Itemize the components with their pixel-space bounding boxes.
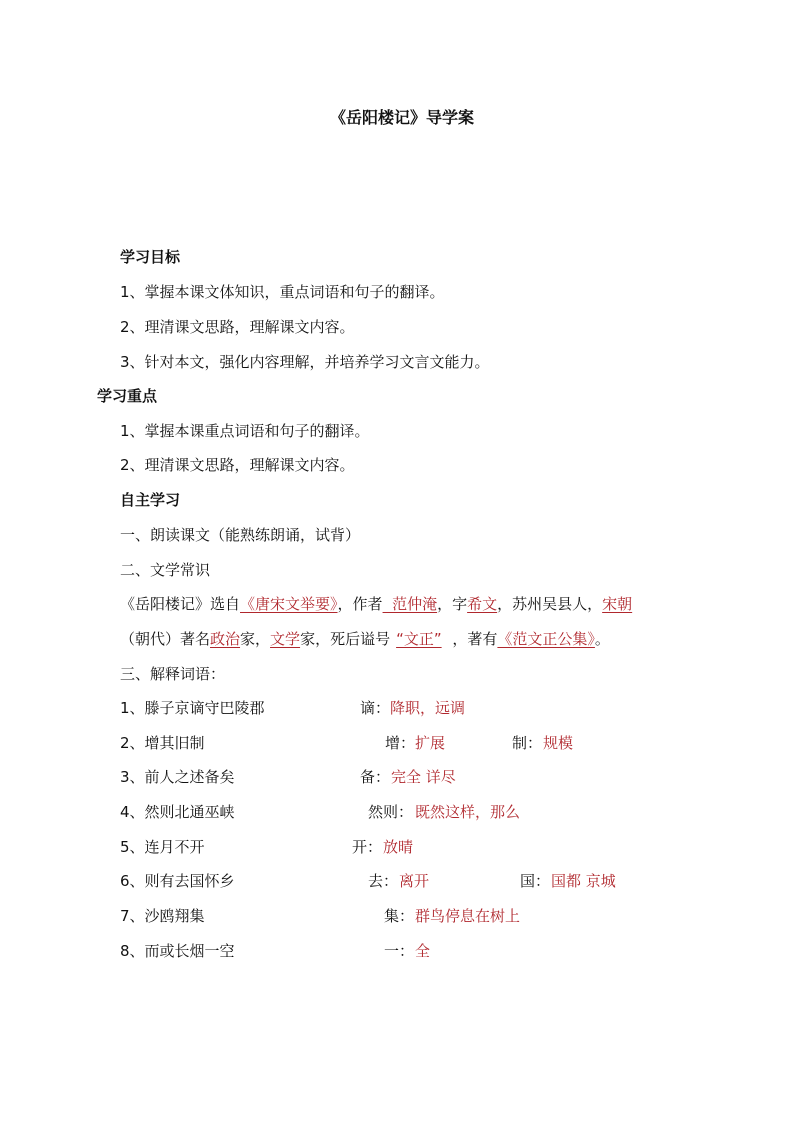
vocab-answer: 扩展 [415,734,446,752]
vocab-answer: 离开 [399,872,430,890]
lit-text: 《岳阳楼记》选自 [120,595,241,613]
vocab-sentence: 4、然则北通巫峡 [120,803,235,821]
vocab-answer: 全 [415,942,431,960]
vocab-sentence: 5、连月不开 [120,838,205,856]
vocab-answer: 规模 [543,734,574,752]
vocab-term: 谪： [360,699,391,717]
vocab-term: 增： [385,734,416,752]
goal-item-2: 2、理清课文思路，理解课文内容。 [120,318,355,336]
lit-text: ，作者 [337,595,383,613]
section-1-heading: 一、朗读课文（能熟练朗诵，试背） [120,526,361,544]
vocab-answer: 放晴 [383,838,414,856]
page-title: 《岳阳楼记》导学案 [330,108,475,127]
lit-text: ，字 [437,595,468,613]
lit-text: 家，死后谥号 [300,630,391,648]
lit-answer-dynasty: 宋朝 [602,595,633,613]
lit-text: ，苏州吴县人， [497,595,603,613]
section-3-heading: 三、解释词语： [120,665,226,683]
vocab-answer: 完全 详尽 [391,768,456,786]
lit-answer-author: 范仲淹 [382,595,438,613]
focus-item-1: 1、掌握本课重点词语和句子的翻译。 [120,422,370,440]
vocab-sentence: 6、则有去国怀乡 [120,872,235,890]
vocab-term: 一： [384,942,415,960]
vocab-sentence: 7、沙鸥翔集 [120,907,205,925]
lit-answer-role-literature: 文学 [270,630,301,648]
focus-item-2: 2、理清课文思路，理解课文内容。 [120,456,355,474]
goal-item-1: 1、掌握本课文体知识，重点词语和句子的翻译。 [120,283,445,301]
self-study-heading: 自主学习 [120,491,181,509]
lit-answer-courtesy-name: 希文 [467,595,498,613]
vocab-term: 备： [360,768,391,786]
lit-text: （朝代）著名 [120,630,211,648]
focus-heading: 学习重点 [97,387,158,405]
lit-answer-book: 《唐宋文举要》 [240,595,338,613]
vocab-answer: 群鸟停息在树上 [415,907,521,925]
vocab-answer: 国都 京城 [551,872,616,890]
goals-heading: 学习目标 [120,248,181,266]
vocab-sentence: 8、而或长烟一空 [120,942,235,960]
vocab-term: 然则： [368,803,414,821]
lit-answer-posthumous: “文正” [396,630,442,648]
vocab-term: 开： [352,838,383,856]
vocab-answer: 降职，远调 [390,699,466,717]
vocab-sentence: 1、滕子京谪守巴陵郡 [120,699,265,717]
vocab-term: 制： [512,734,543,752]
lit-text: ，著有 [447,630,498,648]
lit-text: 家， [240,630,271,648]
vocab-sentence: 3、前人之述备矣 [120,768,235,786]
literature-line-2 [120,629,610,649]
lit-answer-role-politics: 政治 [210,630,241,648]
goal-item-3: 3、针对本文，强化内容理解，并培养学习文言文能力。 [120,353,490,371]
literature-line-1 [120,594,632,614]
vocab-sentence: 2、增其旧制 [120,734,205,752]
vocab-term: 集： [384,907,415,925]
vocab-answer: 既然这样，那么 [415,803,521,821]
vocab-term: 国： [520,872,551,890]
vocab-term: 去： [368,872,399,890]
lit-text: 。 [594,630,610,648]
section-2-heading: 二、文学常识 [120,561,211,579]
lit-answer-works: 《范文正公集》 [497,630,595,648]
